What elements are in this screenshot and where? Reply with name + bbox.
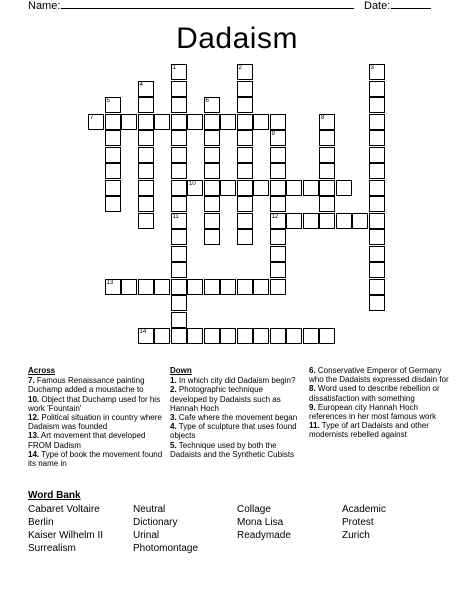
grid-cell[interactable]	[171, 163, 187, 179]
grid-cell[interactable]	[105, 114, 121, 130]
across-heading: Across	[28, 366, 56, 375]
word-bank-item: Urinal	[133, 530, 160, 541]
grid-cell[interactable]	[319, 213, 335, 229]
grid-cell[interactable]	[319, 130, 335, 146]
grid-cell[interactable]	[369, 130, 385, 146]
grid-cell[interactable]	[171, 180, 187, 196]
grid-cell[interactable]	[138, 81, 154, 97]
grid-cell[interactable]	[138, 97, 154, 113]
grid-cell[interactable]	[187, 279, 203, 295]
down-clues	[170, 366, 302, 459]
across-clues	[28, 366, 163, 468]
grid-cell[interactable]	[204, 213, 220, 229]
grid-cell[interactable]	[352, 213, 368, 229]
grid-cell[interactable]	[237, 213, 253, 229]
grid-cell[interactable]	[270, 196, 286, 212]
clue-number: 5	[106, 98, 110, 104]
grid-cell[interactable]	[171, 81, 187, 97]
word-bank-item: Cabaret Voltaire	[28, 504, 100, 515]
grid-cell[interactable]	[171, 196, 187, 212]
grid-cell[interactable]	[154, 279, 170, 295]
grid-cell[interactable]	[105, 97, 121, 113]
grid-cell[interactable]	[105, 196, 121, 212]
grid-cell[interactable]	[171, 130, 187, 146]
grid-cell[interactable]	[369, 213, 385, 229]
grid-cell[interactable]	[105, 163, 121, 179]
grid-cell[interactable]	[88, 114, 104, 130]
grid-cell[interactable]	[204, 196, 220, 212]
grid-cell[interactable]	[171, 279, 187, 295]
grid-cell[interactable]	[187, 180, 203, 196]
grid-cell[interactable]	[237, 97, 253, 113]
grid-cell[interactable]	[121, 279, 137, 295]
grid-cell[interactable]	[237, 279, 253, 295]
grid-cell[interactable]	[237, 130, 253, 146]
grid-cell[interactable]	[270, 213, 286, 229]
clue-number: 7	[90, 114, 94, 121]
grid-cell[interactable]	[187, 114, 203, 130]
grid-cell[interactable]	[237, 64, 253, 80]
grid-cell[interactable]	[286, 328, 302, 344]
clue-across-13: 13. Art movement that developed FROM Dadism	[28, 431, 146, 450]
grid-cell[interactable]	[105, 279, 121, 295]
clue-number: 11	[172, 213, 179, 220]
grid-cell[interactable]	[237, 180, 253, 196]
grid-cell[interactable]	[237, 147, 253, 163]
word-bank-item: Kaiser Wilhelm II	[28, 530, 104, 541]
grid-cell[interactable]	[171, 213, 187, 229]
grid-cell[interactable]	[237, 328, 253, 344]
grid-cell[interactable]	[303, 213, 319, 229]
grid-cell[interactable]	[204, 279, 220, 295]
clue-number: 6	[205, 98, 209, 104]
grid-cell[interactable]	[270, 246, 286, 262]
clue-across-10: 10. Object that Duchamp used for his work 'Fountain'	[28, 394, 161, 413]
grid-cell[interactable]	[138, 130, 154, 146]
grid-cell[interactable]	[237, 229, 253, 245]
clue-down-11: 11. Type of art Dadaists and other modernists rebelled against	[309, 421, 429, 440]
clue-down-4: 4. Type of sculpture that uses found objects	[170, 422, 297, 441]
grid-cell[interactable]	[204, 328, 220, 344]
grid-cell[interactable]	[237, 114, 253, 130]
grid-cell[interactable]	[319, 328, 335, 344]
grid-cell[interactable]	[369, 295, 385, 311]
grid-cell[interactable]	[319, 114, 335, 130]
grid-cell[interactable]	[253, 114, 269, 130]
grid-cell[interactable]	[138, 180, 154, 196]
clue-across-14: 14. Type of book the movement found its name in	[28, 449, 163, 469]
grid-cell[interactable]	[319, 163, 335, 179]
grid-cell[interactable]	[237, 196, 253, 212]
clue-number: 12	[271, 213, 279, 220]
clue-number: 4	[139, 81, 143, 88]
grid-cell[interactable]	[154, 328, 170, 344]
grid-cell[interactable]	[303, 180, 319, 196]
word-bank-item: Protest	[342, 517, 374, 528]
clue-across-7: 7. Famous Renaissance painting Duchamp added a moustache to	[28, 376, 145, 395]
clue-number: 10	[189, 180, 196, 187]
clue-number: 8	[321, 114, 325, 121]
grid-cell[interactable]	[105, 130, 121, 146]
grid-cell[interactable]	[171, 262, 187, 278]
down-heading: Down	[170, 366, 192, 375]
grid-cell[interactable]	[171, 295, 187, 311]
word-bank-item: Zurich	[342, 530, 370, 541]
grid-cell[interactable]	[171, 114, 187, 130]
word-bank-item: Photomontage	[133, 543, 199, 554]
grid-cell[interactable]	[336, 213, 352, 229]
clue-number: 2	[238, 65, 242, 71]
grid-cell[interactable]	[270, 147, 286, 163]
grid-cell[interactable]	[369, 180, 385, 196]
grid-cell[interactable]	[138, 279, 154, 295]
grid-cell[interactable]	[138, 114, 154, 130]
grid-cell[interactable]	[138, 328, 154, 344]
clue-number: 9	[271, 131, 275, 137]
word-bank-item: Academic	[342, 504, 386, 515]
down-clues-continued	[309, 366, 449, 440]
grid-cell[interactable]	[303, 328, 319, 344]
grid-cell[interactable]	[319, 196, 335, 212]
grid-cell[interactable]	[171, 229, 187, 245]
grid-cell[interactable]	[369, 114, 385, 130]
grid-cell[interactable]	[237, 163, 253, 179]
clue-down-5: 5. Technique used by both the Dadaists and the Synthetic Cubists	[170, 440, 295, 459]
name-label: Name:	[28, 0, 61, 12]
grid-cell[interactable]	[220, 279, 236, 295]
clue-number: 1	[172, 65, 176, 71]
grid-cell[interactable]	[171, 246, 187, 262]
grid-cell[interactable]	[237, 81, 253, 97]
grid-cell[interactable]	[369, 279, 385, 295]
grid-cell[interactable]	[253, 328, 269, 344]
grid-cell[interactable]	[369, 64, 385, 80]
grid-cell[interactable]	[171, 328, 187, 344]
grid-cell[interactable]	[369, 163, 385, 179]
grid-cell[interactable]	[253, 279, 269, 295]
clue-down-2: 2. Photographic technique developed by Dadaists such as Hannah Hoch	[170, 385, 281, 413]
grid-cell[interactable]	[171, 64, 187, 80]
grid-cell[interactable]	[270, 279, 286, 295]
grid-cell[interactable]	[204, 114, 220, 130]
grid-cell[interactable]	[319, 147, 335, 163]
clue-down-1: 1. In which city did Dadaism begin?	[170, 376, 296, 386]
grid-cell[interactable]	[270, 262, 286, 278]
grid-cell[interactable]	[270, 163, 286, 179]
grid-cell[interactable]	[204, 147, 220, 163]
grid-cell[interactable]	[369, 229, 385, 245]
grid-cell[interactable]	[369, 262, 385, 278]
grid-cell[interactable]	[204, 130, 220, 146]
grid-cell[interactable]	[154, 114, 170, 130]
word-bank-title: Word Bank	[28, 490, 81, 501]
grid-cell[interactable]	[220, 180, 236, 196]
grid-cell[interactable]	[270, 130, 286, 146]
clue-number: 3	[370, 65, 374, 71]
date-label: Date:	[364, 0, 391, 12]
grid-cell[interactable]	[369, 196, 385, 212]
grid-cell[interactable]	[171, 147, 187, 163]
word-bank-item: Collage	[237, 504, 271, 515]
puzzle-title: Dadaism	[176, 22, 298, 55]
grid-cell[interactable]	[369, 147, 385, 163]
grid-cell[interactable]	[105, 180, 121, 196]
grid-cell[interactable]	[138, 147, 154, 163]
word-bank-item: Mona Lisa	[237, 517, 284, 528]
word-bank-item: Dictionary	[133, 517, 178, 528]
clue-down-6: 6. Conservative Emperor of Germany who the Dadaists expressed disdain for	[309, 366, 449, 385]
clue-down-3: 3. Cafe where the movement began	[170, 413, 298, 423]
grid-cell[interactable]	[171, 312, 187, 328]
grid-cell[interactable]	[336, 180, 352, 196]
grid-cell[interactable]	[138, 213, 154, 229]
grid-cell[interactable]	[270, 328, 286, 344]
grid-cell[interactable]	[369, 246, 385, 262]
grid-cell[interactable]	[369, 81, 385, 97]
word-bank-item: Surrealism	[28, 543, 76, 554]
clue-across-12: 12. Political situation in country where Dadaism was founded	[28, 413, 162, 432]
grid-cell[interactable]	[286, 180, 302, 196]
grid-cell[interactable]	[270, 180, 286, 196]
clue-down-9: 9. European city Hannah Hoch references in her most famous work	[309, 402, 437, 422]
word-bank-item: Readymade	[237, 530, 291, 541]
grid-cell[interactable]	[121, 114, 137, 130]
grid-cell[interactable]	[204, 229, 220, 245]
grid-cell[interactable]	[187, 328, 203, 344]
word-bank-item: Berlin	[28, 517, 54, 528]
grid-cell[interactable]	[204, 163, 220, 179]
grid-cell[interactable]	[270, 114, 286, 130]
grid-cell[interactable]	[270, 229, 286, 245]
word-bank-item: Neutral	[133, 504, 166, 515]
grid-cell[interactable]	[220, 328, 236, 344]
grid-cell[interactable]	[286, 213, 302, 229]
grid-cell[interactable]	[204, 180, 220, 196]
grid-cell[interactable]	[105, 147, 121, 163]
clue-number: 13	[106, 279, 114, 286]
grid-cell[interactable]	[204, 97, 220, 113]
grid-cell[interactable]	[220, 114, 236, 130]
grid-cell[interactable]	[138, 163, 154, 179]
grid-cell[interactable]	[319, 180, 335, 196]
grid-cell[interactable]	[138, 196, 154, 212]
clue-down-8: 8. Word used to describe rebellion or dissatisfaction with something	[309, 384, 440, 403]
grid-cell[interactable]	[253, 180, 269, 196]
clue-number: 14	[139, 329, 147, 335]
grid-cell[interactable]	[369, 97, 385, 113]
grid-cell[interactable]	[171, 97, 187, 113]
